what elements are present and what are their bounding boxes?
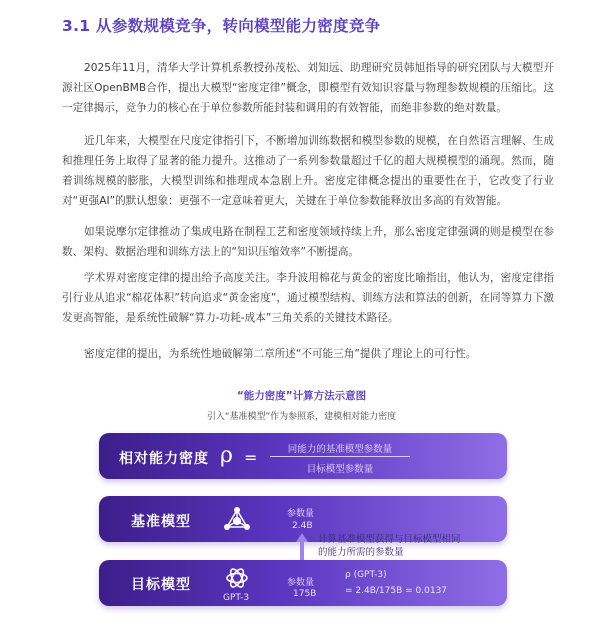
- paragraph-3: 如果说摩尔定律推动了集成电路在制程工艺和密度领域持续上升，那么密度定律强调的则是模型在参数、架构、数据治理和训练方法上的“知识压缩效率”不断提高。: [62, 226, 554, 258]
- rho-gpt3-label: ρ (GPT-3): [345, 570, 387, 580]
- target-icon-caption: GPT-3: [223, 593, 250, 603]
- equals-sign: =: [244, 448, 258, 467]
- gpt-logo-icon: [224, 565, 250, 591]
- paragraph-2: 近几年来，大模型在尺度定律指引下，不断增加训练数据和模型参数的规模，在自然语言理解、生成和推理任务上取得了显著的能力提升。这推动了一系列参数量超过千亿的超大规模模型的涌现。然而，随着训练规模的膨胀，大模型训练和推理成本急剧上升。密度定律概念提出的重要性在于，它改变了行业对“更强AI”的默认想象：更强不一定意味着更大，关键在于单位参数能释放出多高的有效智能。: [62, 135, 554, 207]
- base-model-label: 基准模型: [131, 514, 191, 530]
- paragraph-5: 密度定律的提出，为系统性地破解第二章所述“不可能三角”提供了理论上的可行性。: [84, 348, 477, 360]
- rho-gpt3-formula: = 2.4B/175B = 0.0137: [345, 586, 448, 596]
- paragraph-4: 学术界对密度定律的提出给予高度关注。李升波用棉花与黄金的密度比喻指出，他认为，密度定律指引行业从追求“棉花体积”转向追求“黄金密度”，通过模型结构、训练方法和算法的创新，在同等算力下激发更高智能，是系统性破解“算力-功耗-成本”三角关系的关键技术路径。: [62, 272, 554, 324]
- base-param-value: 2.4B: [292, 521, 313, 531]
- network-icon: [221, 505, 253, 537]
- rho-symbol: ρ: [220, 443, 233, 468]
- density-label: 相对能力密度: [119, 451, 209, 467]
- paragraph-1: 2025年11月，清华大学计算机系教授孙茂松、刘知远、助理研究员韩旭指导的研究团队与大模型开源社区OpenBMB合作，提出大模型“密度定律”概念，即模型有效知识容量与物理参数规模的压缩比。这一定律揭示，竞争力的核心在于单位参数所能封装和调用的有效智能，而绝非参数的绝对数量。: [62, 62, 554, 114]
- target-param-label: 参数量: [287, 578, 315, 588]
- figure-title: “能力密度”计算方法示意图: [236, 390, 367, 402]
- target-param-value: 175B: [293, 589, 317, 599]
- calculation-note: 计算基准模型获得与目标模型相同的能力所需的参数量: [318, 534, 461, 558]
- section-title: 3.1 从参数规模竞争，转向模型能力密度竞争: [62, 17, 381, 35]
- target-model-label: 目标模型: [131, 577, 191, 593]
- figure-subtitle: 引入“基准模型”作为参照系，建模相对能力密度: [206, 412, 397, 422]
- fraction-denominator: 目标模型参数量: [306, 464, 374, 475]
- fraction-line: [270, 456, 410, 457]
- fraction-numerator: 同能力的基准模型参数量: [287, 444, 393, 455]
- base-param-label: 参数量: [287, 509, 315, 519]
